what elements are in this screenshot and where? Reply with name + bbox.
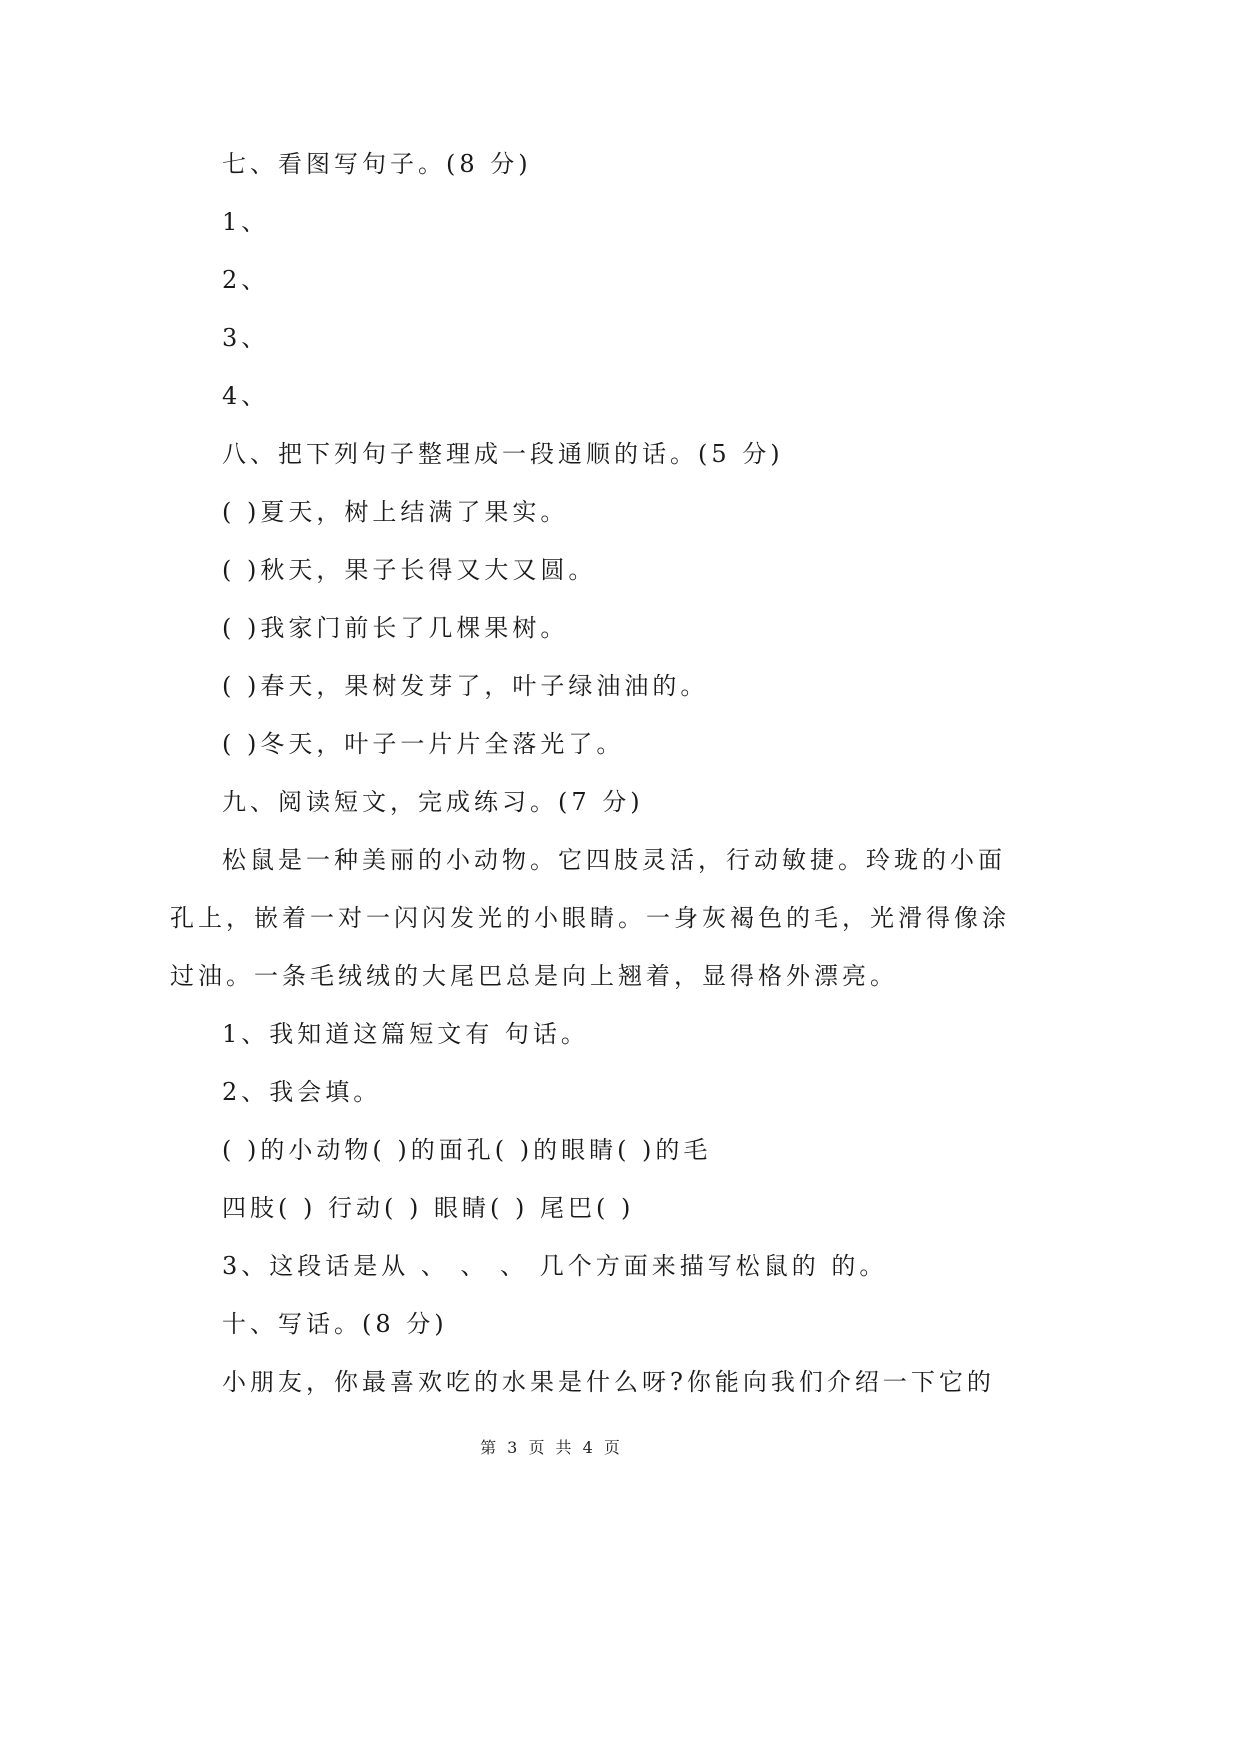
section-8-item-2: ( )秋天，果子长得又大又圆。	[222, 556, 597, 584]
question-2-fill-line-2: 四肢( ) 行动( ) 眼睛( ) 尾巴( )	[222, 1194, 635, 1222]
section-8-item-3: ( )我家门前长了几棵果树。	[222, 614, 569, 642]
section-7-item-2: 2、	[222, 266, 270, 294]
passage-line-1: 松鼠是一种美丽的小动物。它四肢灵活，行动敏捷。玲珑的小面	[222, 846, 1006, 874]
section-7-title: 七、看图写句子。(8 分)	[222, 150, 532, 178]
page-footer: 第 3 页 共 4 页	[480, 1438, 623, 1457]
passage-line-2: 孔上，嵌着一对一闪闪发光的小眼睛。一身灰褐色的毛，光滑得像涂	[170, 904, 1010, 932]
question-1: 1、我知道这篇短文有 句话。	[222, 1020, 589, 1048]
section-8-item-4: ( )春天，果树发芽了，叶子绿油油的。	[222, 672, 709, 700]
section-7-item-4: 4、	[222, 382, 270, 410]
section-9-title: 九、阅读短文，完成练习。(7 分)	[222, 788, 644, 816]
question-2: 2、我会填。	[222, 1078, 382, 1106]
question-3: 3、这段话是从 、 、 、 几个方面来描写松鼠的 的。	[222, 1252, 888, 1280]
passage-line-3: 过油。一条毛绒绒的大尾巴总是向上翘着，显得格外漂亮。	[170, 962, 898, 990]
section-10-title: 十、写话。(8 分)	[222, 1310, 448, 1338]
section-7-item-1: 1、	[222, 208, 270, 236]
section-10-prompt: 小朋友，你最喜欢吃的水果是什么呀?你能向我们介绍一下它的	[222, 1368, 995, 1396]
section-7-item-3: 3、	[222, 324, 270, 352]
section-8-title: 八、把下列句子整理成一段通顺的话。(5 分)	[222, 440, 784, 468]
section-8-item-1: ( )夏天，树上结满了果实。	[222, 498, 569, 526]
section-8-item-5: ( )冬天，叶子一片片全落光了。	[222, 730, 625, 758]
question-2-fill-line-1: ( )的小动物( )的面孔( )的眼睛( )的毛	[222, 1136, 712, 1164]
